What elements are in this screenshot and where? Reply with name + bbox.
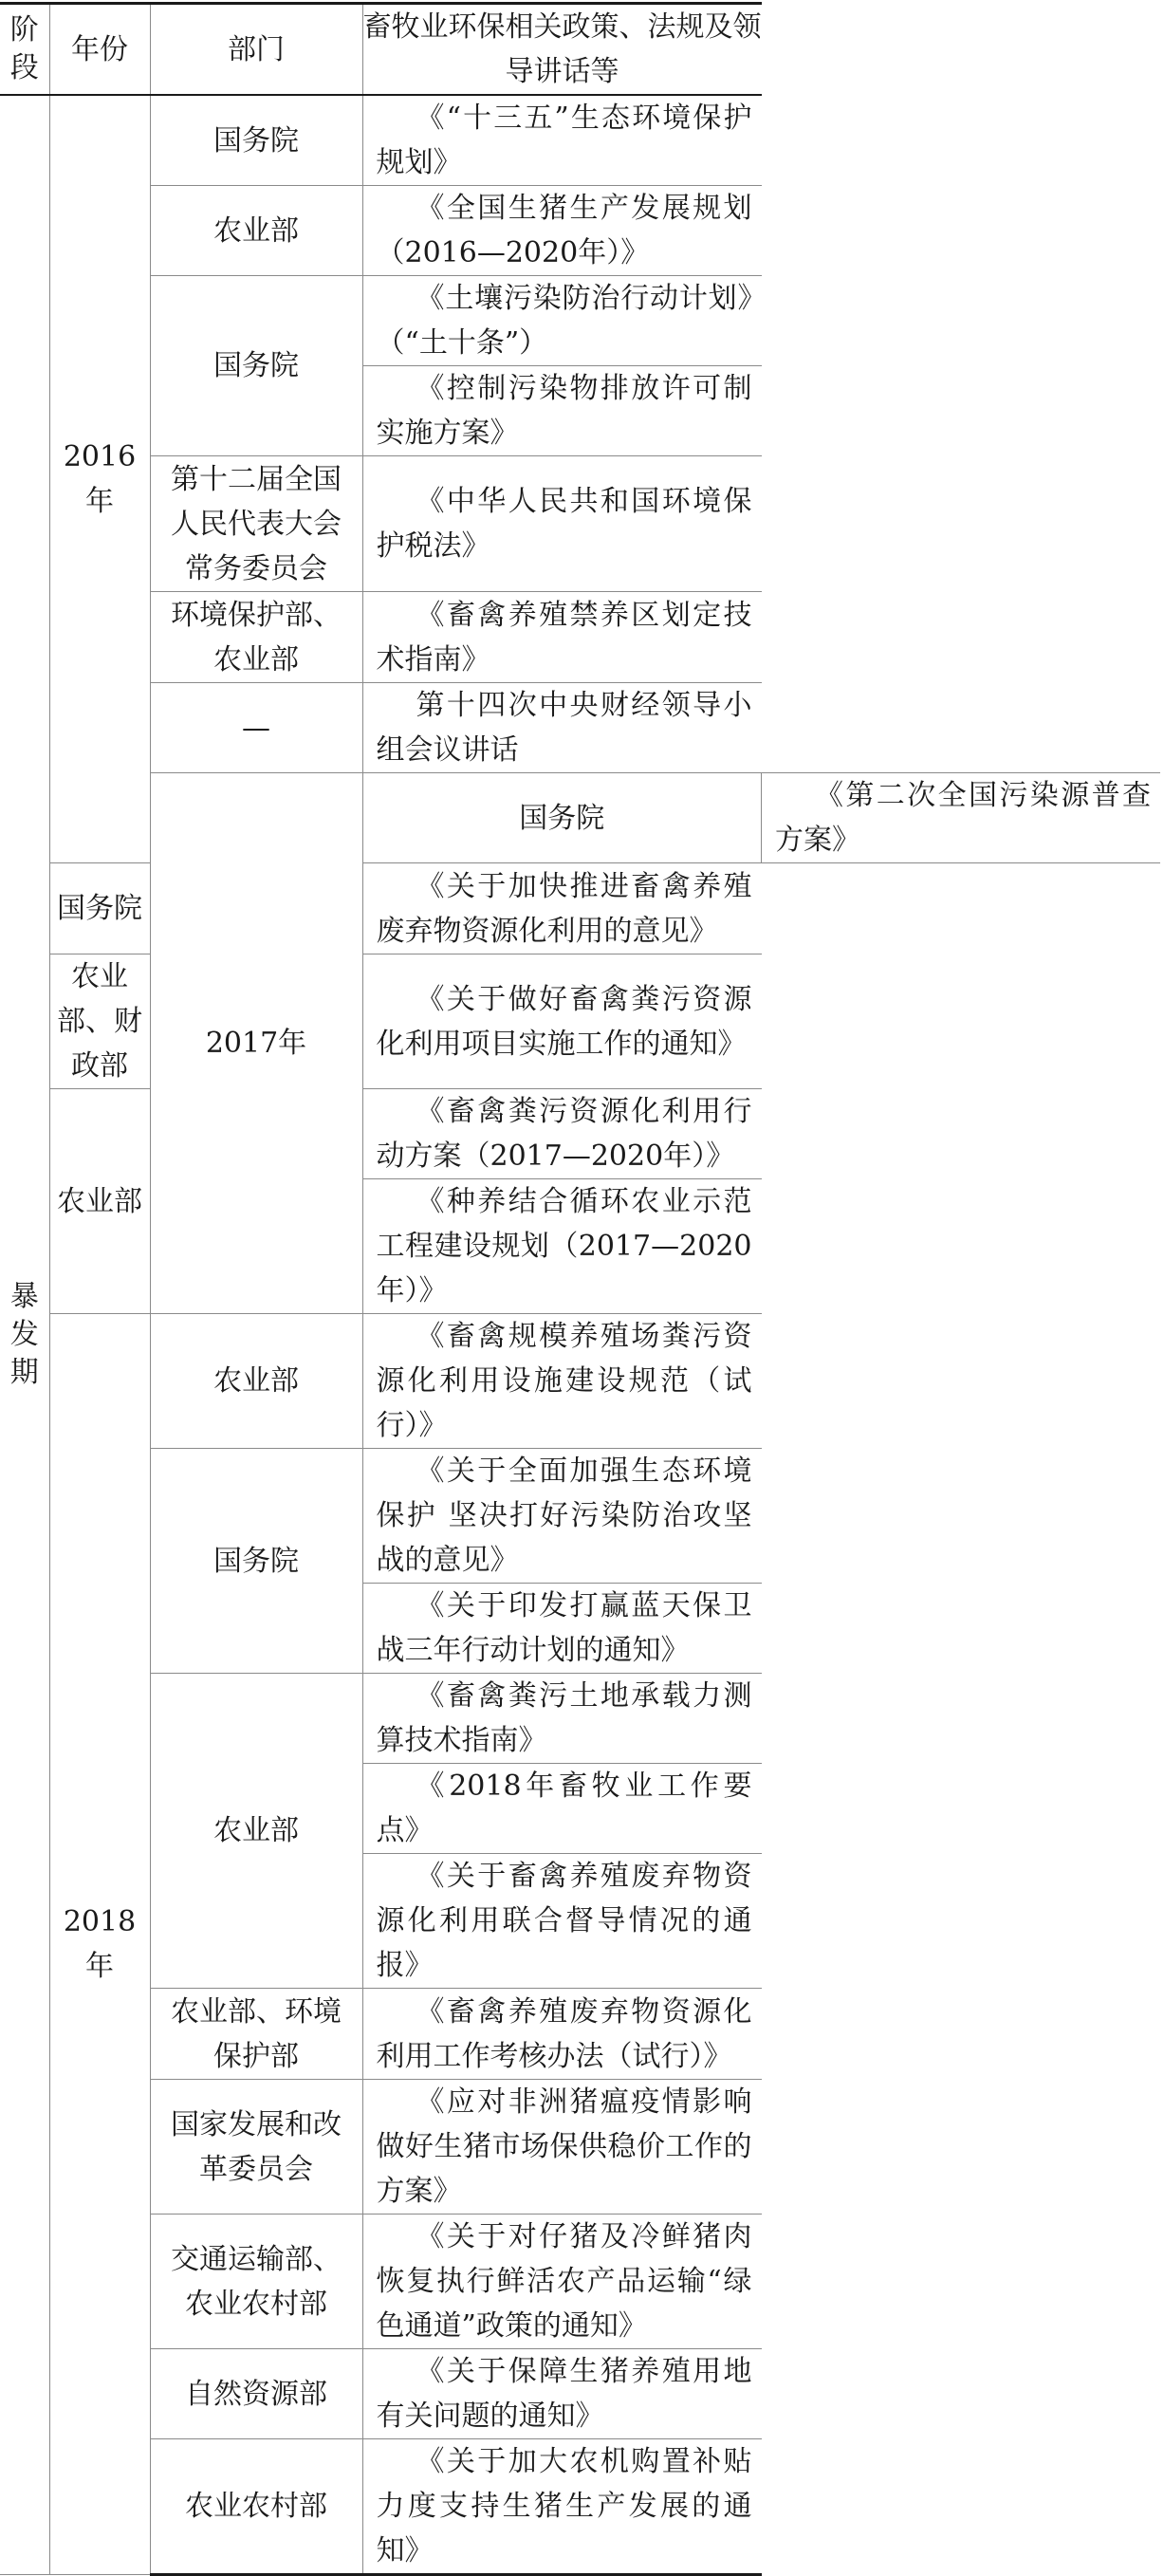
dept-cell: 环境保护部、农业部 bbox=[150, 592, 362, 683]
document-cell: 《畜禽粪污资源化利用行动方案（2017—2020年）》 bbox=[362, 1089, 762, 1179]
year-cell: 2018年 bbox=[49, 1314, 150, 2575]
dept-cell: 国务院 bbox=[150, 276, 362, 456]
table-row bbox=[0, 2215, 1160, 2349]
table-row bbox=[0, 95, 1160, 186]
document-cell: 《关于畜禽养殖废弃物资源化利用联合督导情况的通报》 bbox=[362, 1854, 762, 1989]
stage-cell: 暴发期 bbox=[0, 95, 49, 2575]
table-row bbox=[0, 2349, 1160, 2439]
table-row bbox=[0, 1314, 1160, 1449]
dept-cell: 农业部 bbox=[49, 1089, 150, 1314]
document-cell: 《关于保障生猪养殖用地有关问题的通知》 bbox=[362, 2349, 762, 2439]
table-row bbox=[0, 456, 1160, 592]
document-cell: 《关于加大农机购置补贴力度支持生猪生产发展的通知》 bbox=[362, 2439, 762, 2575]
year-cell: 2016年 bbox=[49, 95, 150, 863]
table-row bbox=[0, 1449, 1160, 1584]
header-row bbox=[0, 4, 1160, 96]
dept-cell: 国家发展和改革委员会 bbox=[150, 2080, 362, 2215]
table-row bbox=[0, 1989, 1160, 2080]
table-row bbox=[0, 592, 1160, 683]
dept-cell: 农业部 bbox=[150, 1314, 362, 1449]
document-cell: 《应对非洲猪瘟疫情影响做好生猪市场保供稳价工作的方案》 bbox=[362, 2080, 762, 2215]
dept-cell: 国务院 bbox=[49, 863, 150, 954]
header-stage: 阶段 bbox=[0, 4, 49, 96]
table-row bbox=[0, 683, 1160, 773]
table-row bbox=[0, 276, 1160, 366]
document-cell: 《全国生猪生产发展规划（2016—2020年）》 bbox=[362, 186, 762, 276]
dept-cell: 交通运输部、农业农村部 bbox=[150, 2215, 362, 2349]
document-cell: 《关于加快推进畜禽养殖废弃物资源化利用的意见》 bbox=[362, 863, 762, 954]
document-cell: 《畜禽规模养殖场粪污资源化利用设施建设规范（试行）》 bbox=[362, 1314, 762, 1449]
table-row bbox=[0, 2439, 1160, 2575]
dept-cell: 第十二届全国人民代表大会常务委员会 bbox=[150, 456, 362, 592]
document-cell: 《关于全面加强生态环境保护 坚决打好污染防治攻坚战的意见》 bbox=[362, 1449, 762, 1584]
dept-cell: 农业部 bbox=[150, 1674, 362, 1989]
dept-cell: 国务院 bbox=[362, 773, 762, 863]
header-dept: 部门 bbox=[150, 4, 362, 96]
year-cell: 2017年 bbox=[150, 773, 362, 1314]
document-cell: 第十四次中央财经领导小组会议讲话 bbox=[362, 683, 762, 773]
document-cell: 《种养结合循环农业示范工程建设规划（2017—2020年）》 bbox=[362, 1179, 762, 1314]
document-cell: 《2018年畜牧业工作要点》 bbox=[362, 1764, 762, 1854]
table-row bbox=[0, 2080, 1160, 2215]
header-content: 畜牧业环保相关政策、法规及领导讲话等 bbox=[362, 4, 762, 96]
dept-cell: 农业农村部 bbox=[150, 2439, 362, 2575]
document-cell: 《中华人民共和国环境保护税法》 bbox=[362, 456, 762, 592]
policy-table bbox=[0, 2, 1160, 2576]
dept-cell: 农业部、环境保护部 bbox=[150, 1989, 362, 2080]
dept-cell: 国务院 bbox=[150, 95, 362, 186]
dept-cell: 自然资源部 bbox=[150, 2349, 362, 2439]
table-row bbox=[0, 773, 1160, 863]
dept-cell: 农业部、财政部 bbox=[49, 954, 150, 1089]
document-cell: 《畜禽养殖禁养区划定技术指南》 bbox=[362, 592, 762, 683]
document-cell: 《关于对仔猪及冷鲜猪肉恢复执行鲜活农产品运输“绿色通道”政策的通知》 bbox=[362, 2215, 762, 2349]
table-row bbox=[0, 1674, 1160, 1764]
document-cell: 《“十三五”生态环境保护规划》 bbox=[362, 95, 762, 186]
document-cell: 《第二次全国污染源普查方案》 bbox=[762, 773, 1161, 863]
dept-cell: 农业部 bbox=[150, 186, 362, 276]
document-cell: 《控制污染物排放许可制实施方案》 bbox=[362, 366, 762, 456]
document-cell: 《畜禽粪污土地承载力测算技术指南》 bbox=[362, 1674, 762, 1764]
header-year: 年份 bbox=[49, 4, 150, 96]
document-cell: 《畜禽养殖废弃物资源化利用工作考核办法（试行）》 bbox=[362, 1989, 762, 2080]
document-cell: 《土壤污染防治行动计划》（“土十条”） bbox=[362, 276, 762, 366]
document-cell: 《关于印发打赢蓝天保卫战三年行动计划的通知》 bbox=[362, 1584, 762, 1674]
dept-cell: — bbox=[150, 683, 362, 773]
document-cell: 《关于做好畜禽粪污资源化利用项目实施工作的通知》 bbox=[362, 954, 762, 1089]
dept-cell: 国务院 bbox=[150, 1449, 362, 1674]
table-row bbox=[0, 186, 1160, 276]
